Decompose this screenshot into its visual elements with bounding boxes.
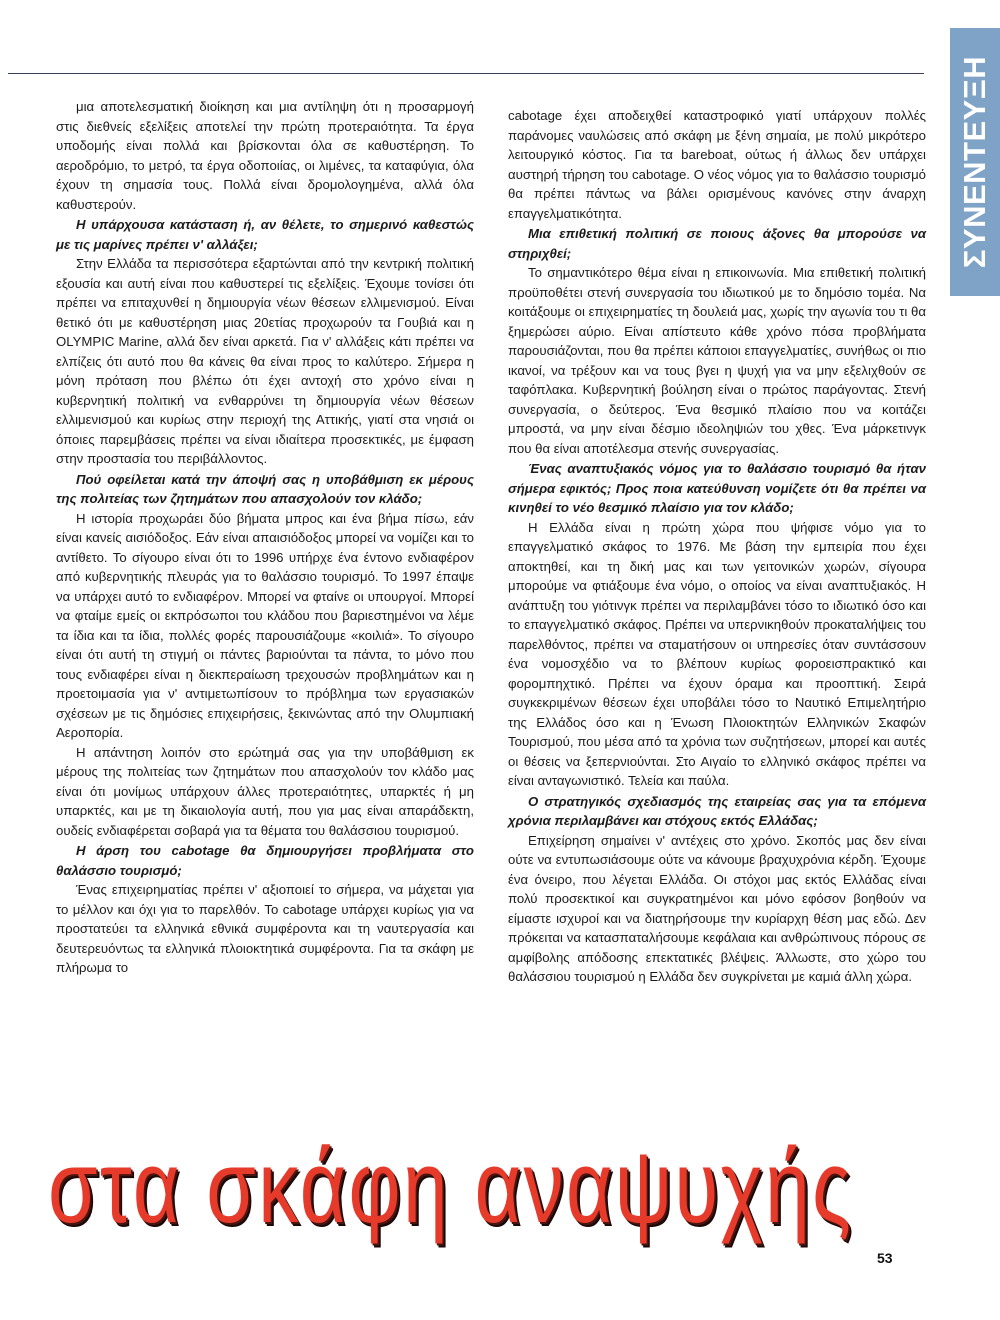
body-paragraph: Η ιστορία προχωράει δύο βήματα μπρος και ένα βήμα πίσω, εάν είναι κανείς αισιόδοξος. Εάν είναι απαισιόδοξος μπορεί να νομίζει και το αντίθετο. Το σίγουρο είναι ότι το 1996 υπήρχε ένα έντονο ενδιαφέρον από κυβερνητικής πλευράς για το θαλάσσιο τουρισμό. Το 1997 έπαψε να υπάρχει αυτό το ενδιαφέρον. Μπορεί να φταίνε οι υπουργοί. Μπορεί να φταίμε εμείς οι εκπρόσωποι του κλάδου που βαριεστημένοι να λέμε τα ίδια και τα ίδια, πολλές φορές παρουσιάζουμε «κοιλιά». Το σίγουρο είναι ότι αυτή τη στιγμή οι πάντες βαριούνται τα πάντα, το μόνο που τους ενδιαφέρει είναι η διεκπεραίωση τρεχουσών προβλημάτων και η προετοιμασία για ν' αντιμετωπίσουν το πρόβλημα των εργασιακών σχέσεων με τις δημόσιες επιχειρήσεις, ξεκινώντας από την Ολυμπιακή Αεροπορία. — [56, 510, 474, 740]
body-paragraph: Επιχείρηση σημαίνει ν' αντέχεις στο χρόνο. Σκοπός μας δεν είναι ούτε να εντυπωσιάσουμε ούτε να κάνουμε βραχυχρόνια κέρδη. Έχουμε ένα όνειρο, που λέγεται Ελλάδα. Οι στόχοι μας εκτός Ελλάδας είναι πολύ προσεκτικοί και συγκρατημένοι και μόνο εφόσον βοηθούν να είμαστε ισχυροί και να διατηρήσουμε την κυρίαρχη θέση μας εδώ. Δεν πρόκειται να κατασπαταλήσουμε κεφάλαια και ανθρώπινους πόρους σε αμφίβολης απόδοσης επεκτατικές βλέψεις. Άλλωστε, στο χώρο του θαλάσσιου τουρισμού η Ελλάδα δεν συγκρίνεται με καμιά άλλη χώρα. — [508, 832, 926, 984]
question-paragraph: Η άρση του cabotage θα δημιουργήσει προβλήματα στο θαλάσσιο τουρισμό; — [56, 843, 474, 878]
question-paragraph: Ένας αναπτυξιακός νόμος για το θαλάσσιο τουρισμό θα ήταν σήμερα εφικτός; Προς ποια κατεύθυνση νομίζετε ότι θα πρέπει να κινηθεί το νέο θεσμικό πλαίσιο για τον κλάδο; — [508, 461, 926, 515]
question-paragraph: Η υπάρχουσα κατάσταση ή, αν θέλετε, το σημερινό καθεστώς με τις μαρίνες πρέπει ν' αλλάξει; — [56, 217, 474, 252]
body-paragraph: Η απάντηση λοιπόν στο ερώτημά σας για την υποβάθμιση εκ μέρους της πολιτείας των ζητημάτων που απασχολούν τον κλάδο μας είναι ότι μονίμως υπάρχουν άλλες προτεραιότητες, υπαρκτές ή μη υπαρκτές, και με τη δικαιολογία αυτή, που για μας είναι απαράδεκτη, ουδείς ενδιαφέρεται σοβαρά για τα θέματα του θαλάσσιου τουρισμού. — [56, 744, 474, 838]
body-paragraph: Ένας επιχειρηματίας πρέπει ν' αξιοποιεί το σήμερα, να μάχεται για το μέλλον και όχι για το παρελθόν. Το cabotage υπάρχει κυρίως για να προστατεύει τα ελληνικά εθνικά συμφέροντα και τη ναυτεργασία και δευτερευόντως τα ελληνικά πλοιοκτητικά συμφέροντα. Για τα σκάφη με πλήρωμα το — [56, 882, 474, 975]
section-label: ΣΥΝΕΝΤΕΥΞΗ — [957, 55, 992, 269]
question-paragraph: Πού οφείλεται κατά την άποψή σας η υποβάθμιση εκ μέρους της πολιτείας των ζητημάτων που απασχολούν τον κλάδο; — [56, 471, 474, 506]
article-column-left — [56, 97, 474, 978]
question-paragraph: Ο στρατηγικός σχεδιασμός της εταιρείας σας για τα επόμενα χρόνια περιλαμβάνει και στόχους εκτός Ελλάδας; — [508, 793, 926, 828]
article-column-right — [508, 106, 926, 987]
page-number: 53 — [877, 1250, 893, 1266]
question-paragraph: Μια επιθετική πολιτική σε ποιους άξονες θα μπορούσε να στηριχθεί; — [508, 226, 926, 261]
body-paragraph: Στην Ελλάδα τα περισσότερα εξαρτώνται από την κεντρική πολιτική εξουσία και αυτή είναι που καθυστερεί τις εξελίξεις. Έχουμε τονίσει ότι πρέπει να επιταχυνθεί η δημιουργία νέων θέσεων ελλιμενισμού. Είναι θετικό ότι με καθυστέρηση μιας 20ετίας προχωρούν τα Γουβιά και η OLYMPIC Marine, αλλά δεν είναι αρκετά. Για ν' αλλάξεις κάτι πρέπει να ελπίζεις ότι αυτό που θα κάνεις θα είναι προς το καλύτερο. Σήμερα η μόνη πρόταση που βλέπω ότι έχει αντοχή στο χρόνο είναι η κυβερνητική πολιτική να ενθαρρύνει τη δημιουργία νέων θέσεων ελλιμενισμού και κυρίως στην περιοχή της Αττικής, γιατί στα νησιά οι όποιες παρεμβάσεις πρέπει να είναι ιδιαίτερα προσεκτικές, με έμφαση στην προστασία του περιβάλλοντος. — [56, 256, 474, 466]
body-paragraph: Η Ελλάδα είναι η πρώτη χώρα που ψήφισε νόμο για το επαγγελματικό σκάφος το 1976. Με βάση την εμπειρία που έχει αποκτηθεί, και τη δική μας και των γειτονικών χωρών, σίγουρα μπορούμε να φτιάξουμε ένα νόμο, ο οποίος να είναι αναπτυξιακός. Η ανάπτυξη του γιότινγκ πρέπει να περιλαμβάνει τόσο το ιδιωτικό όσο και το επαγγελματικό σκάφος. Πρέπει να υπερνικηθούν προκαταλήψεις του παρελθόντος, πρέπει να σταματήσουν οι υπηρεσίες όταν συντάσσουν ένα νομοσχέδιο να το βλέπουν κυρίως φοροεισπρακτικό και φορομπηχτικό. Πρέπει να έχουν όραμα και προοπτική. Σειρά συγκεκριμένων θέσεων έχει υποβάλει τόσο το Ναυτικό Επιμελητήριο της Ελλάδος όσο και η Ένωση Πλοιοκτητών Ελληνικών Σκαφών Τουρισμού, που μέσα από τα χρόνια των συζητήσεων, μπορεί και αυτές οι θέσεις να ξεπερνιούνται. Στο Αιγαίο το ελληνικό σκάφος πρέπει να είναι ανταγωνιστικό. Τελεία και παύλα. — [508, 519, 926, 788]
headline: στα σκάφη αναψυχής — [48, 1129, 854, 1244]
header-rule — [8, 73, 924, 74]
section-tab — [950, 28, 1000, 296]
body-paragraph: cabotage έχει αποδειχθεί καταστροφικό γιατί υπάρχουν πολλές παράνομες ναυλώσεις από σκάφη με ξένη σημαία, με πολύ μικρότερο λειτουργικό κόστος. Για τα bareboat, ούτως ή άλλως δεν υπάρχει αυστηρή τήρηση του cabotage. Ο νέος νόμος για το θαλάσσιο τουρισμό θα πρέπει πάντως να βάλει ορισμένους κανόνες στην άναρχη επαγγελματικότητα. — [508, 108, 926, 221]
body-paragraph: μια αποτελεσματική διοίκηση και μια αντίληψη ότι η προσαρμογή στις διεθνείς εξελίξεις αποτελεί την πρώτη προτεραιότητα. Τα έργα υποδομής είναι πολλά και βρίσκονται όλα σε καθυστέρηση. Το αεροδρόμιο, το μετρό, τα έργα οδοποιίας, οι λιμένες, τα καταφύγια, όλα έχουν τη σημασία τους. Πολλά είναι δρομολογημένα, αλλά όλα καθυστερούν. — [56, 99, 474, 212]
body-paragraph: Το σημαντικότερο θέμα είναι η επικοινωνία. Μια επιθετική πολιτική προϋποθέτει στενή συνεργασία του ιδιωτικού με το δημόσιο τομέα. Να κοιτάξουμε οι επιχειρηματίες τη δουλειά μας, χωρίς την αγωνία του τι θα ξημερώσει αύριο. Είναι απίστευτο κάθε χρόνο πόσα προβλήματα παρουσιάζονται, που θα πρέπει κάποιοι επαγγελματίες, συνήθως οι πιο ικανοί, να τρέξουν και να τους βγει η ψυχή για να μην εξελιχθούν σε ταφόπλακα. Κυβερνητική βούληση είναι ο πρώτος παράγοντας. Στενή συνεργασία, ο δεύτερος. Ένα θεσμικό πλαίσιο που να κοιτάζει μπροστά, να μην είναι δέσμιο ιδεοληψιών του χθες. Ένα μάρκετινγκ που θα είναι αποτέλεσμα στενής συνεργασίας. — [508, 265, 926, 456]
